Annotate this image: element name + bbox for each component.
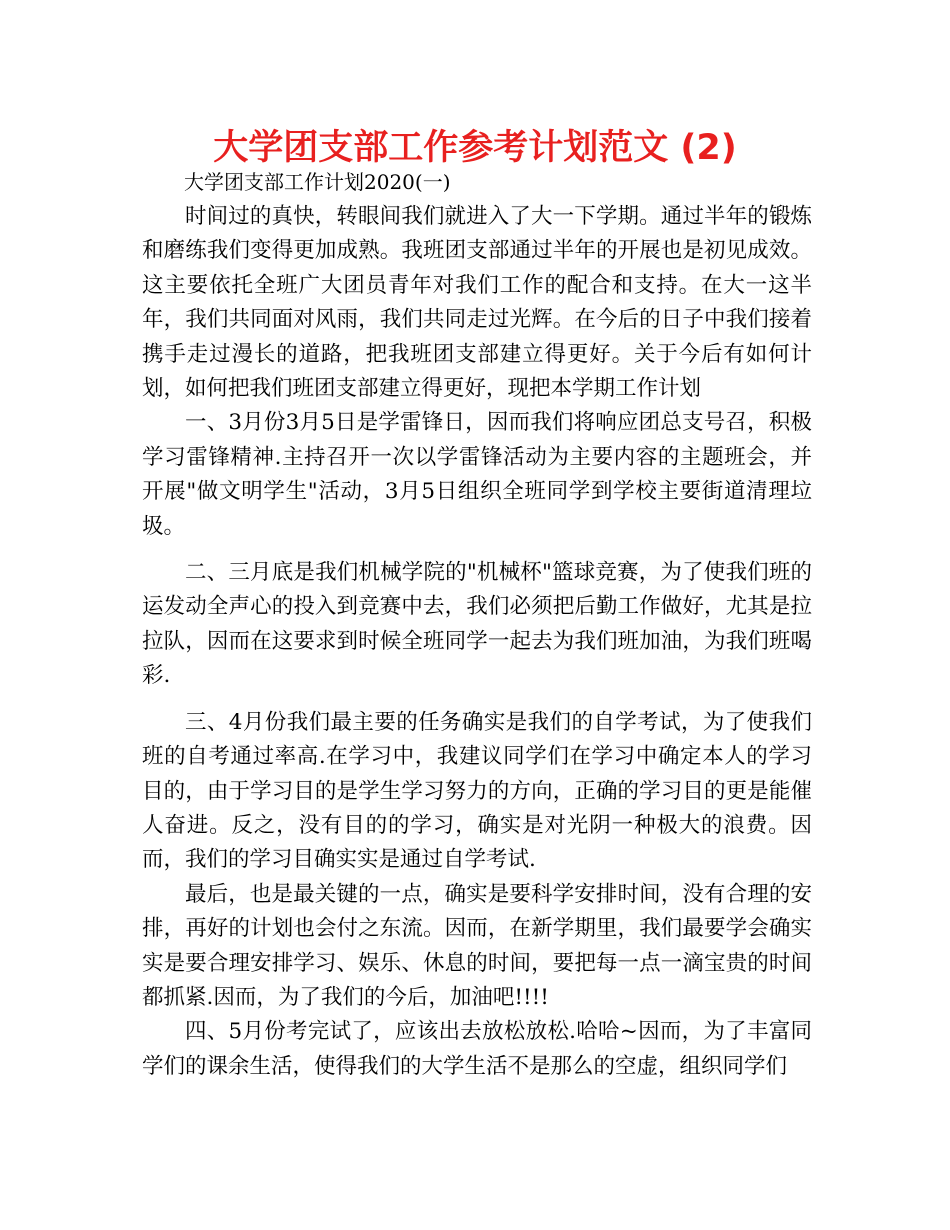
paragraph-item-3: 三、4月份我们最主要的任务确实是我们的自学考试，为了使我们班的自考通过率高.在学习中，我建议同学们在学习中确定本人的学习目的，由于学习目的是学生学习努力的方向，正确的学习目的更是能催人奋进。反之，没有目的的学习，确实是对光阴一种极大的浪费。因而，我们的学习目确实实是通过自学考试. xyxy=(142,709,812,873)
paragraph-conclusion: 最后，也是最关键的一点，确实是要科学安排时间，没有合理的安排，再好的计划也会付之东流。因而，在新学期里，我们最要学会确实实是要合理安排学习、娱乐、休息的时间，要把每一点一滴宝贵的时间都抓紧.因而，为了我们的今后，加油吧!!!! xyxy=(142,881,812,1010)
paragraph-item-4: 四、5月份考完试了，应该出去放松放松.哈哈~因而，为了丰富同学们的课余生活，使得我们的大学生活不是那么的空虚，组织同学们 xyxy=(142,1019,812,1079)
paragraph-item-2: 二、三月底是我们机械学院的"机械杯"篮球竞赛，为了使我们班的运发动全声心的投入到竞赛中去，我们必须把后勤工作做好，尤其是拉拉队，因而在这要求到时候全班同学一起去为我们班加油，为我们班喝彩. xyxy=(142,560,812,689)
document-title: 大学团支部工作参考计划范文 (2) xyxy=(213,128,737,168)
document-body xyxy=(142,200,812,1084)
document-subtitle: 大学团支部工作计划2020(一) xyxy=(184,170,451,194)
paragraph-item-1: 一、3月份3月5日是学雷锋日，因而我们将响应团总支号召，积极学习雷锋精神.主持召开一次以学雷锋活动为主要内容的主题班会，并开展"做文明学生"活动，3月5日组织全班同学到学校主要街道清理垃圾。 xyxy=(142,410,812,539)
paragraph-intro: 时间过的真快，转眼间我们就进入了大一下学期。通过半年的锻炼和磨练我们变得更加成熟。我班团支部通过半年的开展也是初见成效。这主要依托全班广大团员青年对我们工作的配合和支持。在大一这半年，我们共同面对风雨，我们共同走过光辉。在今后的日子中我们接着携手走过漫长的道路，把我班团支部建立得更好。关于今后有如何计划，如何把我们班团支部建立得更好，现把本学期工作计划 xyxy=(142,204,812,402)
